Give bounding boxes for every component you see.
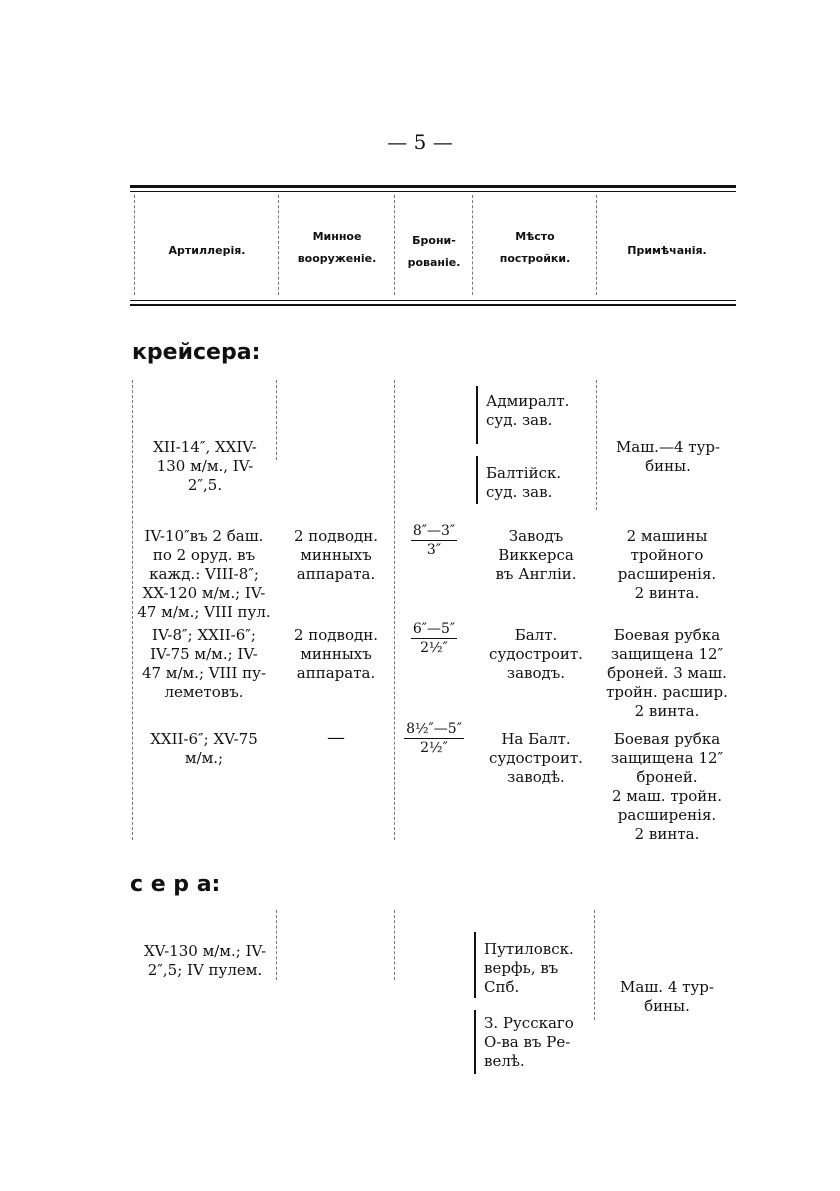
column-divider [596, 380, 597, 510]
sera-row-place-a: Путиловск. верфь, въ Спб. [484, 940, 574, 996]
row2-mine: 2 подводн. минныхъ аппарата. [293, 527, 379, 583]
row3-armor [396, 620, 472, 657]
row3-mine: 2 подводн. минныхъ аппарата. [293, 626, 379, 682]
row1-artillery: XII-14″, XXIV- 130 м/м., IV- 2″,5. [153, 438, 257, 494]
row4-artillery: XXII-6″; XV-75 м/м.; [150, 730, 258, 767]
row2-armor-top: 8″—3″ [412, 523, 456, 539]
row2-artillery: IV-10″въ 2 баш. по 2 оруд. въ кажд.: VIII-8″; XX-120 м/м.; IV- 47 м/м.; VIII пул. [137, 527, 271, 621]
sera-row-artillery: XV-130 м/м.; IV- 2″,5; IV пулем. [143, 942, 267, 979]
header-divider [394, 195, 395, 295]
top-rule-thick [130, 185, 736, 188]
row2-armor-bottom: 3″ [426, 542, 442, 558]
row3-armor-top: 6″—5″ [412, 621, 456, 637]
row4-place: На Балт. судостроит. заводѣ. [489, 730, 583, 786]
row1-place-a: Адмиралт. суд. зав. [486, 392, 570, 429]
header-divider [278, 195, 279, 295]
header-divider [596, 195, 597, 295]
header-bottom-rule-thick [130, 304, 736, 306]
column-divider [394, 910, 395, 980]
row1-place-b: Балтійск. суд. зав. [486, 464, 562, 501]
row4-mine: — [327, 727, 345, 748]
row1-notes: Маш.—4 тур- бины. [615, 438, 721, 475]
column-divider [394, 380, 395, 840]
row4-armor-top: 8½″—5″ [406, 721, 462, 737]
header-notes: Примѣчанія. [627, 244, 707, 257]
row4-armor-bottom: 2½″ [420, 740, 448, 756]
section-title-sera: с е р а: [130, 872, 221, 897]
header-place: Мѣсто постройки. [499, 230, 571, 265]
row3-notes: Боевая рубка защищена 12″ броней. 3 маш. тройн. расшир. 2 винта. [606, 626, 728, 720]
header-divider [472, 195, 473, 295]
row3-artillery: IV-8″; XXII-6″; IV-75 м/м.; IV- 47 м/м.; VIII пу- леметовъ. [141, 626, 267, 701]
top-rule-thin [130, 191, 736, 192]
row2-armor [396, 522, 472, 559]
column-divider [276, 380, 277, 460]
page-number: — 5 — [387, 130, 453, 154]
header-bottom-rule-thin [130, 300, 736, 301]
section-title-cruisers: крейсера: [132, 340, 261, 365]
header-mine-armament: Минное вооруженіе. [297, 230, 377, 265]
place-brace [474, 932, 476, 998]
row2-notes: 2 машины тройного расширенія. 2 винта. [617, 527, 717, 602]
row3-armor-bottom: 2½″ [420, 640, 448, 656]
header-armor: Брони- рованіе. [407, 234, 461, 269]
sera-row-place-b: З. Русскаго О-ва въ Ре- велѣ. [484, 1014, 574, 1070]
row3-place: Балт. судостроит. заводъ. [489, 626, 583, 682]
place-brace [476, 456, 478, 504]
row2-place: Заводъ Виккерса въ Англіи. [495, 527, 577, 583]
sera-row-notes: Маш. 4 тур- бины. [620, 978, 714, 1015]
header-divider [134, 195, 135, 295]
row4-notes: Боевая рубка защищена 12″ броней. 2 маш. тройн. расширенія. 2 винта. [610, 730, 724, 843]
row4-armor [396, 720, 472, 757]
column-divider [594, 910, 595, 1020]
header-artillery: Артиллерія. [168, 244, 246, 257]
place-brace [476, 386, 478, 444]
place-brace [474, 1010, 476, 1074]
